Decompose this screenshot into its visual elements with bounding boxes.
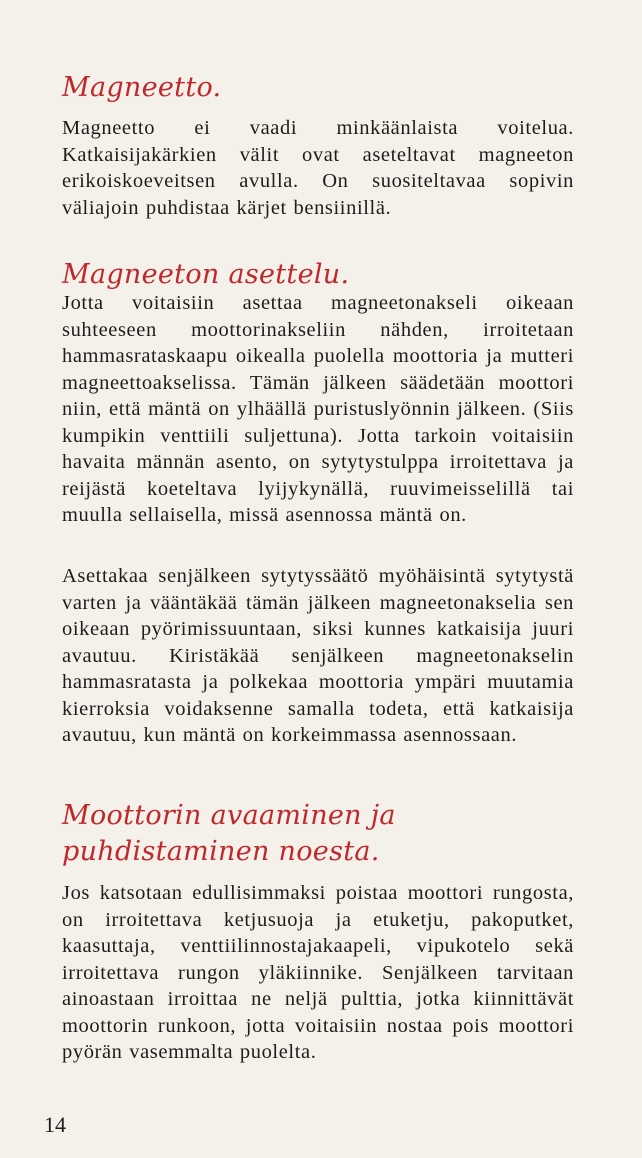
paragraph-asettelu-2: Asettakaa senjälkeen sytytyssäätö myöhäisintä sytytystä varten ja vääntäkää tämän jälkeen magneetonakselia sen oikeaan pyörimissuuntaan, siksi kunnes katkaisija juuri avautuu. Kiristäkää senjälkeen magneetonakselin hammasratasta ja polkekaa moottoria ympäri muutamia kierroksia voidaksenne samalla todeta, että katkaisija avautuu, kun mäntä on korkeimmassa asennossaan. <box>62 565 574 746</box>
paragraph-avaaminen: Jos katsotaan edullisimmaksi poistaa moottori rungosta, on irroitettava ketjusuoja ja etuketju, pakoputket, kaasuttaja, venttiilinnostajakaapeli, vipukotelo sekä irroitettava rungon yläkiinnike. Senjälkeen tarvitaan ainoastaan irroittaa ne neljä pulttia, jotka kiinnittävät moottorin runkoon, jotta voitaisiin nostaa pois moottori pyörän vasemmalta puolelta. <box>62 882 574 1063</box>
section-heading-magneetto: Magneetto. <box>62 72 222 103</box>
page-number: 14 <box>44 1112 66 1137</box>
paragraph-magneetto: Magneetto ei vaadi minkäänlaista voitelua. Katkaisijakärkien välit ovat aseteltavat magneeton erikoiskoeveitsen avulla. On suositeltavaa sopivin väliajoin puhdistaa kärjet bensiinillä. <box>62 117 574 219</box>
section-heading-magneeton-asettelu: Magneeton asettelu. <box>62 259 350 290</box>
section-heading-moottorin-avaaminen: Moottorin avaaminen ja puhdistaminen noesta. <box>62 800 396 867</box>
paragraph-asettelu-1: Jotta voitaisiin asettaa magneetonakseli oikeaan suhteeseen moottorinakseliin nähden, irroitetaan hammasrataskaapu oikealla puolella moottoria ja mutteri magneettoakselissa. Tämän jälkeen säädetään moottori niin, että mäntä on ylhäällä puristuslyönnin jälkeen. (Siis kumpikin venttiili suljettuna). Jotta tarkoin voitaisiin havaita männän asento, on sytytystulppa irroitettava ja reijästä koeteltava lyijykynällä, ruuvimeisselillä tai muulla sellaisella, missä asennossa mäntä on. <box>62 292 574 526</box>
